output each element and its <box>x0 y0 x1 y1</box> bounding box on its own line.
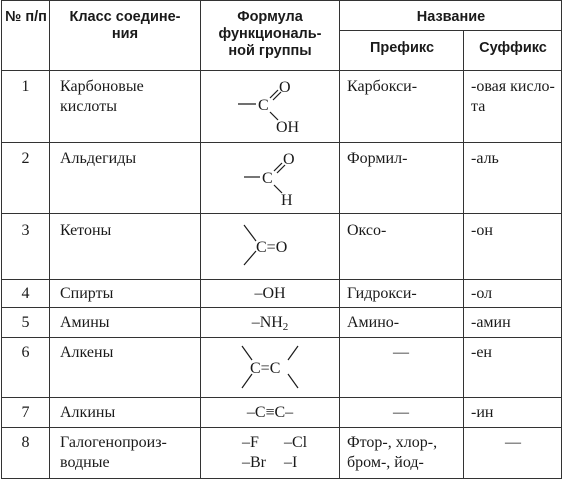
row-suffix: -он <box>471 222 493 239</box>
row-suffix: — <box>505 434 521 451</box>
row-class: Алкины <box>60 404 116 421</box>
carboxyl-formula <box>236 76 316 138</box>
svg-text:OH: OH <box>276 119 300 136</box>
row-number: 7 <box>21 404 30 421</box>
row-divider <box>1 213 562 214</box>
header-prefix: Префикс <box>369 40 435 56</box>
row-number: 2 <box>21 150 30 167</box>
amine-formula-text: –NH <box>251 314 283 331</box>
ketone-formula <box>236 217 316 277</box>
header-suffix: Суффикс <box>479 40 547 56</box>
row-class: Амины <box>60 314 110 331</box>
row-number: 8 <box>21 434 30 451</box>
svg-text:O: O <box>279 79 291 96</box>
svg-text:O: O <box>283 151 295 168</box>
row-divider <box>1 142 562 143</box>
header-name: Название <box>416 9 486 25</box>
col-divider <box>463 30 464 479</box>
aldehyde-formula <box>236 147 316 209</box>
row-divider <box>1 279 562 280</box>
row-class: Галогенопроиз-водные <box>60 434 167 471</box>
table-border-top <box>1 0 562 1</box>
row-prefix: Фтор-, хлор-, бром-, йод- <box>347 434 438 471</box>
row-prefix: Формил- <box>347 150 408 167</box>
header-num: № п/п <box>5 9 47 25</box>
row-prefix: — <box>393 404 409 421</box>
row-number: 3 <box>21 222 30 239</box>
amine-formula-subscript: 2 <box>282 321 289 333</box>
col-divider <box>49 0 50 479</box>
row-number: 4 <box>21 285 30 302</box>
header-divider-name <box>339 30 562 31</box>
header-class: Класс соедине-ния <box>69 9 181 42</box>
row-prefix: — <box>393 344 409 361</box>
halogen-br: –Br <box>242 454 266 471</box>
row-divider <box>1 397 562 398</box>
svg-text:H: H <box>281 192 293 209</box>
row-number: 5 <box>21 314 30 331</box>
svg-text:C=O: C=O <box>256 239 288 256</box>
table-border-right <box>561 0 562 479</box>
header-bottom-line <box>1 70 562 71</box>
halogen-i: –I <box>284 454 298 471</box>
alkene-formula <box>232 340 312 396</box>
row-suffix: -ин <box>471 404 494 421</box>
row-prefix: Карбокси- <box>347 78 418 95</box>
row-class: Кетоны <box>60 222 112 239</box>
row-divider <box>1 307 562 308</box>
amine-formula <box>202 313 338 333</box>
svg-text:C=C: C=C <box>250 360 281 377</box>
row-prefix: Амино- <box>347 314 400 331</box>
alkyne-formula: –C≡C– <box>246 404 294 421</box>
row-class: Альдегиды <box>60 150 137 167</box>
row-divider <box>1 427 562 428</box>
row-suffix: -аль <box>471 150 499 167</box>
row-suffix: -овая кисло-та <box>471 78 555 115</box>
row-class: Алкены <box>60 344 114 361</box>
col-divider <box>200 0 201 479</box>
row-suffix: -ен <box>471 344 492 361</box>
row-divider <box>1 337 562 338</box>
row-prefix: Оксо- <box>347 222 387 239</box>
svg-text:C: C <box>262 170 273 187</box>
svg-text:C: C <box>258 97 269 114</box>
alcohol-formula: –OH <box>254 285 286 302</box>
halogen-f: –F <box>242 434 259 451</box>
row-suffix: -амин <box>471 314 511 331</box>
row-suffix: -ол <box>471 285 493 302</box>
header-formula: Формула функциональ-ной группы <box>218 9 322 59</box>
row-class: Спирты <box>60 285 114 302</box>
row-number: 6 <box>21 344 30 361</box>
row-class: Карбоновые кислоты <box>60 78 144 115</box>
row-prefix: Гидрокси- <box>347 285 417 302</box>
halogen-cl: –Cl <box>284 434 308 451</box>
col-divider <box>339 0 340 479</box>
row-number: 1 <box>21 78 30 95</box>
